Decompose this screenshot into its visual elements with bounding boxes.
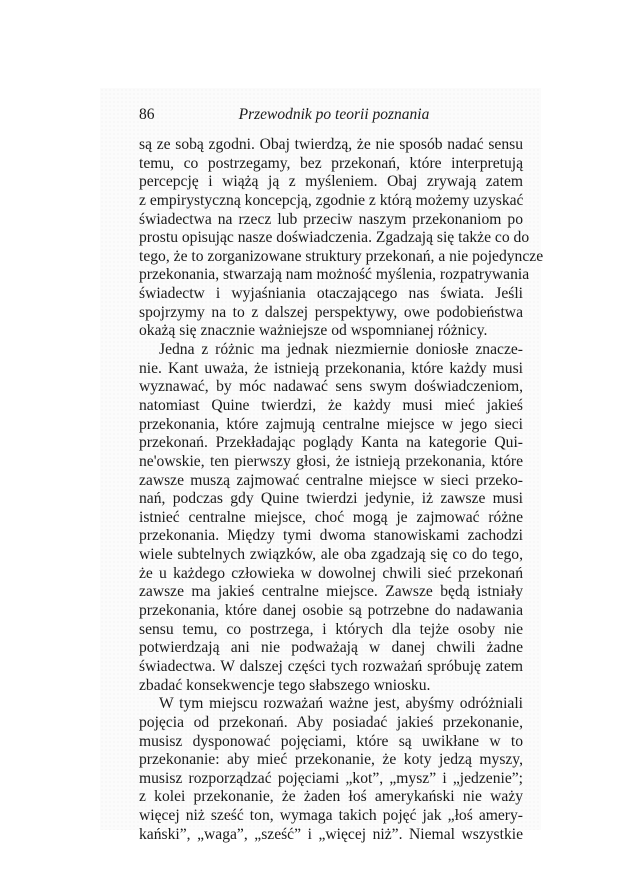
text-line: przekonania, które zajmują centralne miejsce w jego sieci	[139, 415, 523, 433]
text-line: percepcję i wiążą ją z myśleniem. Obaj zrywają zatem	[139, 173, 523, 191]
text-line: więcej niż sześć ton, wymaga takich pojęć jak „łoś amery-	[139, 807, 523, 825]
text-line: sensu temu, co postrzega, i których dla tejże osoby nie	[139, 620, 523, 638]
page-number: 86	[139, 106, 155, 123]
text-line: świadectwa na rzecz lub przeciw naszym przekonaniom po	[139, 210, 523, 228]
text-line: W tym miejscu rozważań ważne jest, abyśmy odróżniali	[159, 695, 523, 713]
text-line: kański”, „waga”, „sześć” i „więcej niż”. Niemal wszystkie	[139, 825, 523, 843]
text-line: ne'owskie, ten pierwszy głosi, że istnieją przekonania, które	[139, 452, 523, 470]
running-title: Przewodnik po teorii poznania	[238, 106, 430, 123]
text-line: są ze sobą zgodni. Obaj twierdzą, że nie sposób nadać sensu	[139, 136, 523, 153]
text-line: świadectw i wyjaśniania otaczającego nas świata. Jeśli	[139, 285, 523, 303]
text-line: temu, co postrzegamy, bez przekonań, które interpretują	[139, 154, 523, 172]
text-line: świadectwa. W dalszej części tych rozważań spróbuję zatem	[139, 657, 523, 675]
text-line: potwierdzają ani nie podważają w danej chwili żadne	[139, 639, 523, 657]
text-line: nie. Kant uważa, że istnieją przekonania, które każdy musi	[139, 359, 523, 377]
text-line: natomiast Quine twierdzi, że każdy musi mieć jakieś	[139, 396, 523, 414]
page-header	[139, 105, 523, 125]
text-line: tego, że to zorganizowane struktury przekonań, a nie pojedyncze	[139, 247, 544, 265]
text-line: zawsze muszą zajmować centralne miejsce w sieci przeko-	[139, 471, 523, 489]
text-line: zbadać konsekwencje tego słabszego wniosku.	[139, 676, 431, 694]
text-line: zawsze ma jakieś centralne miejsce. Zawsze będą istniały	[139, 583, 523, 601]
paragraph	[139, 695, 523, 844]
text-line: z kolei przekonanie, że żaden łoś amerykański nie waży	[139, 788, 523, 806]
text-line: że u każdego człowieka w dowolnej chwili sieć przekonań	[139, 564, 523, 582]
text-line: prostu opisując nasze doświadczenia. Zgadzają się także co do	[139, 229, 530, 247]
text-line: okażą się znacznie ważniejsze od wspomnianej różnicy.	[139, 322, 488, 340]
text-line: spojrzymy na to z dalszej perspektywy, owe podobieństwa	[139, 303, 523, 321]
text-line: Jedna z różnic ma jednak niezmiernie doniosłe znacze-	[159, 341, 523, 359]
text-line: pojęcia od przekonań. Aby posiadać jakieś przekonanie,	[139, 713, 523, 731]
text-line: przekonań. Przekładając poglądy Kanta na kategorie Qui-	[139, 434, 523, 452]
text-line: istnieć centralne miejsce, choć mogą je zajmować różne	[139, 508, 523, 526]
body-text	[139, 136, 544, 844]
text-line: przekonanie: aby mieć przekonanie, że koty jedzą myszy,	[139, 751, 523, 769]
text-line: przekonania, które danej osobie są potrzebne do nadawania	[139, 602, 523, 620]
text-line: przekonania. Między tymi dwoma stanowiskami zachodzi	[139, 527, 523, 545]
text-line: wiele subtelnych związków, ale oba zgadzają się co do tego,	[139, 546, 523, 564]
text-line: musisz dysponować pojęciami, które są uwikłane w to	[139, 732, 523, 750]
text-line: nań, podczas gdy Quine twierdzi jedynie, iż zawsze musi	[139, 490, 523, 508]
text-line: z empirystyczną koncepcją, zgodnie z którą możemy uzyskać	[139, 191, 524, 209]
text-line: przekonania, stwarzają nam możność myślenia, rozpatrywania	[139, 266, 530, 284]
paragraph	[139, 341, 523, 695]
text-line: musisz rozporządzać pojęciami „kot”, „mysz” i „jedzenie”;	[139, 769, 523, 787]
text-line: wyznawać, by móc nadawać sens swym doświadczeniom,	[139, 378, 523, 396]
paragraph	[139, 136, 544, 341]
